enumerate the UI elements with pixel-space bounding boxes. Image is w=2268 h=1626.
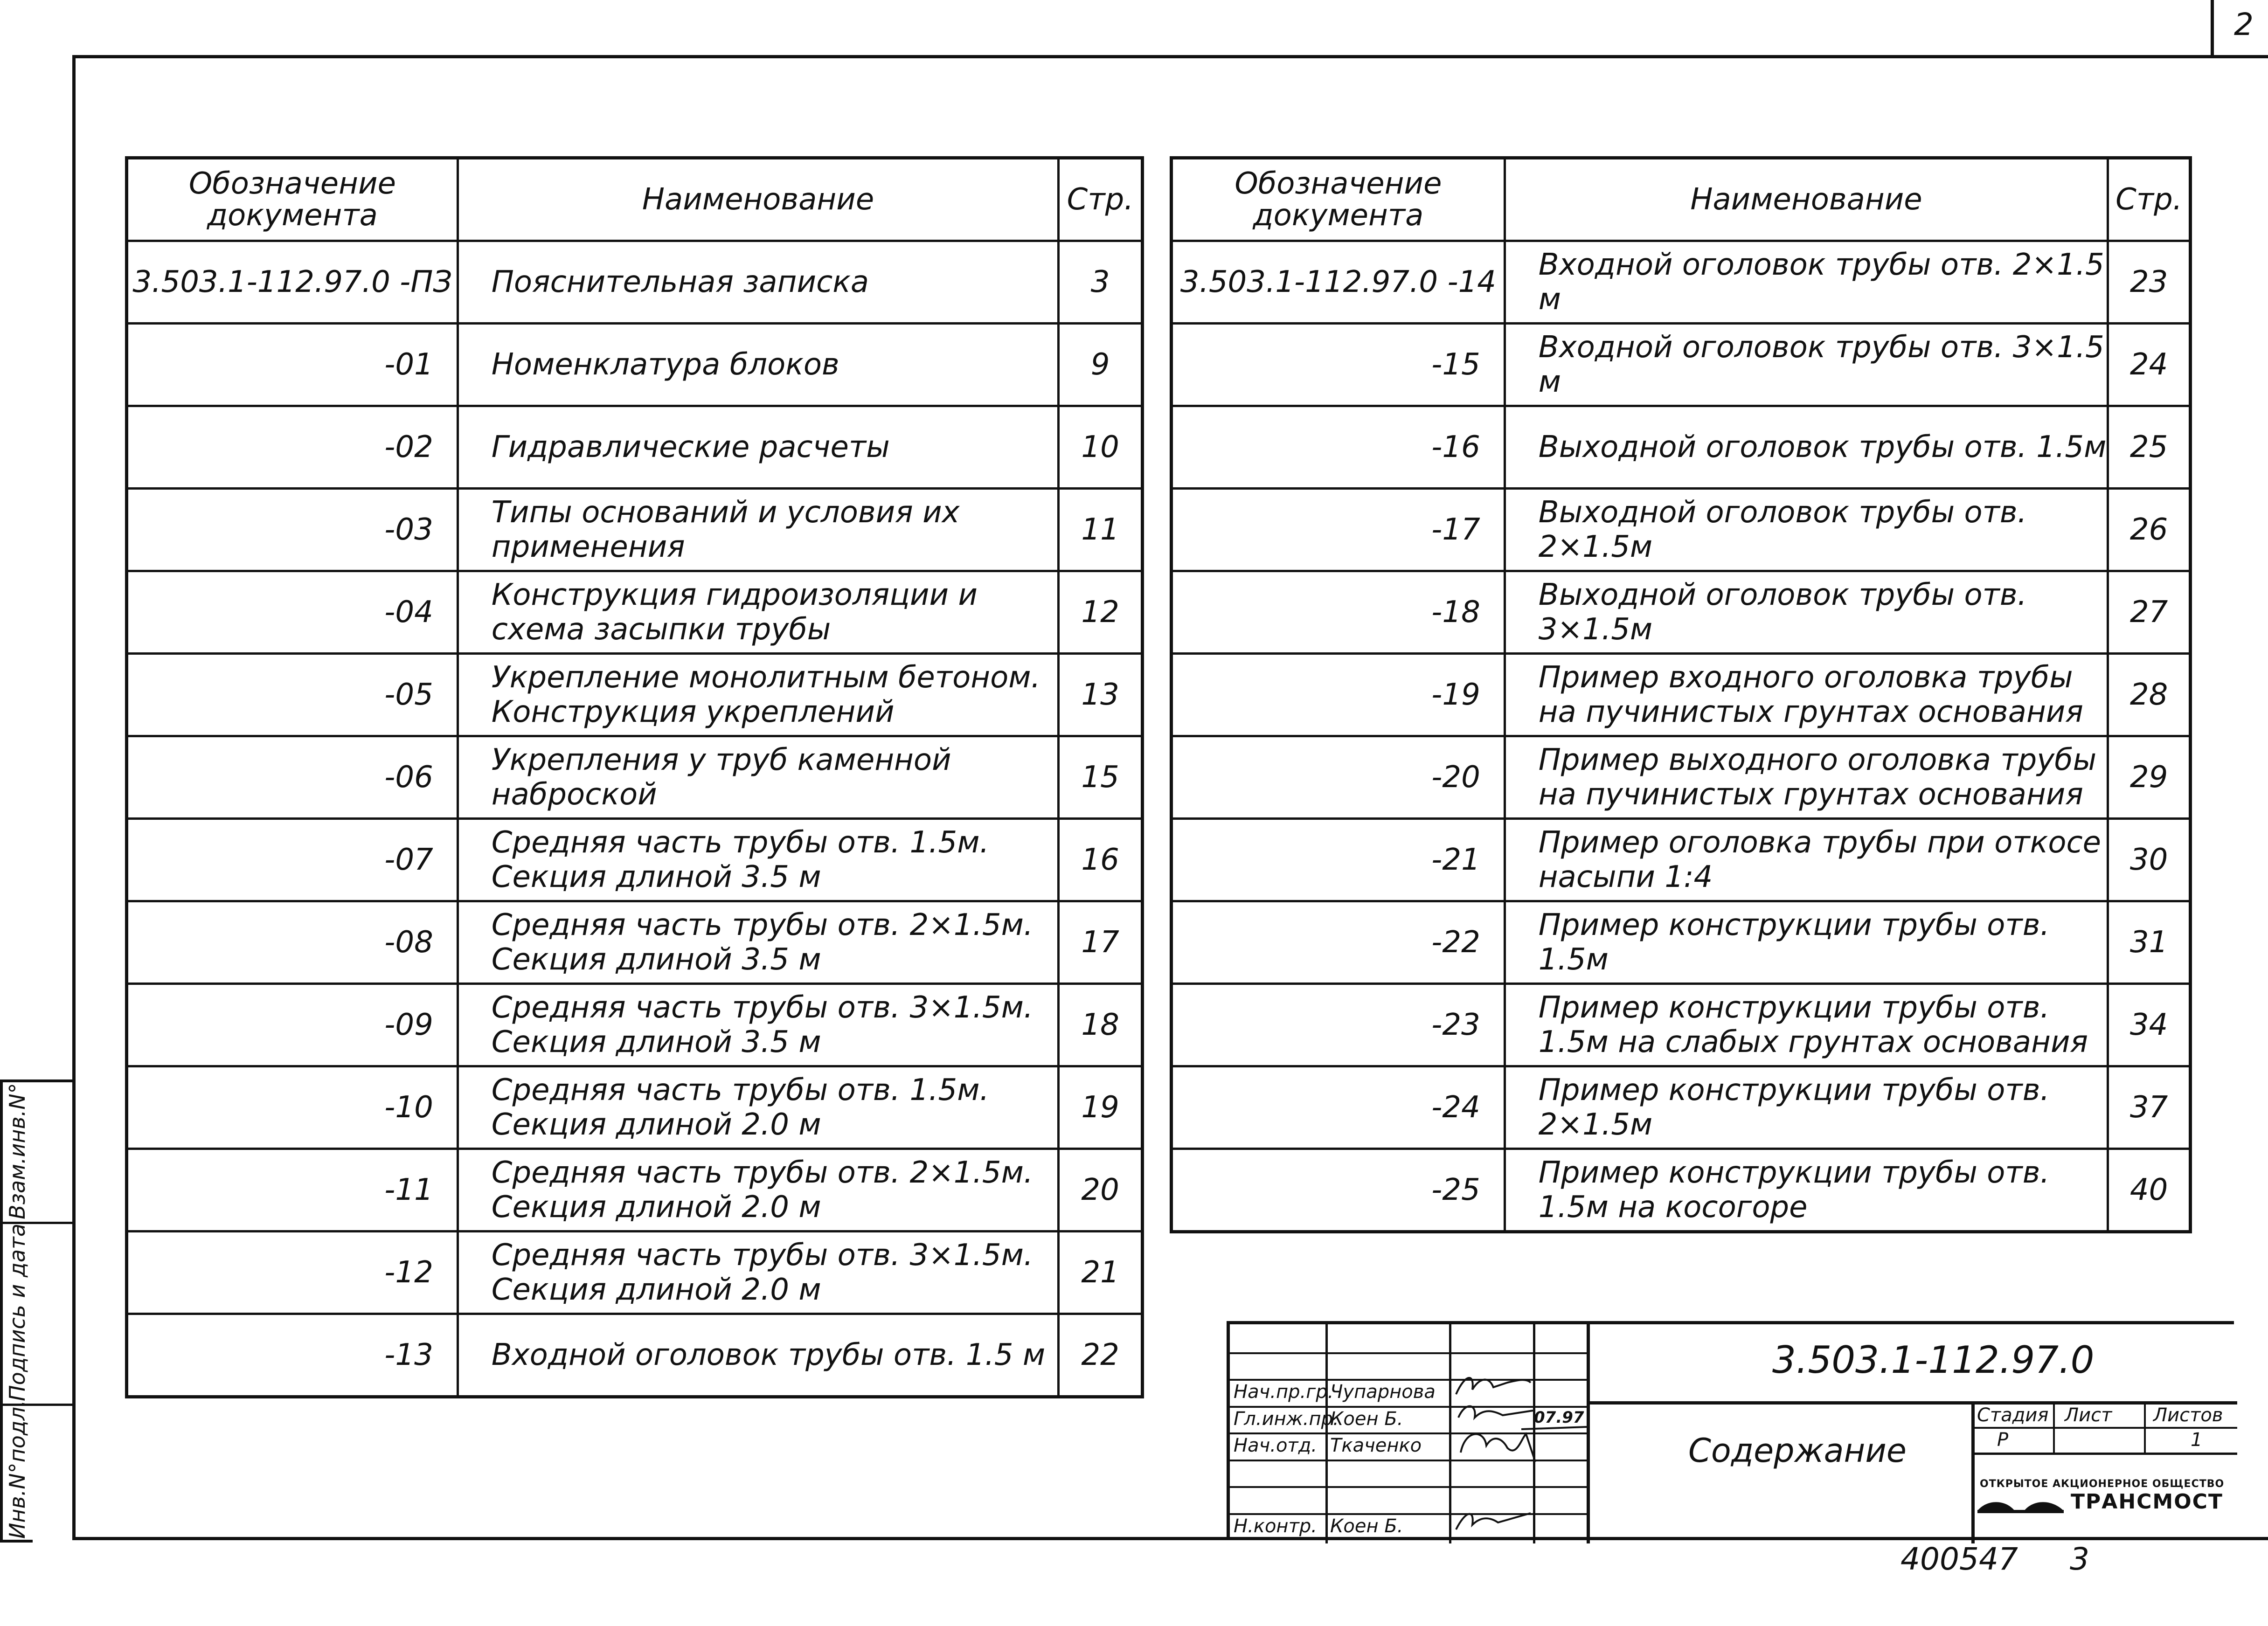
row-designation: -11	[127, 1149, 458, 1232]
sheet-number: 2	[2234, 7, 2254, 42]
row-designation: -24	[1172, 1066, 1505, 1149]
table-row	[127, 489, 1143, 571]
table-row	[1172, 819, 2191, 901]
row-designation: -15	[1172, 324, 1505, 406]
stamp-inv-no: Инв.N°подл.	[5, 1400, 30, 1539]
table-row	[127, 736, 1143, 819]
row-designation: -05	[127, 654, 458, 736]
row-designation: -06	[127, 736, 458, 819]
row-designation: -09	[127, 984, 458, 1066]
row-designation: -16	[1172, 406, 1505, 489]
row-name: Выходной оголовок трубы отв. 3×1.5м	[1505, 571, 2108, 654]
header-page: Стр.	[1059, 158, 1143, 241]
row-page: 20	[1059, 1149, 1143, 1232]
table-row	[127, 241, 1143, 324]
row-page: 29	[2108, 736, 2191, 819]
row-page: 40	[2108, 1149, 2191, 1232]
row-name: Средняя часть трубы отв. 3×1.5м. Секция длиной 3.5 м	[458, 984, 1058, 1066]
row-page: 21	[1059, 1232, 1143, 1314]
header-designation: Обозначение документа	[127, 158, 458, 241]
row-name: Пример конструкции трубы отв. 2×1.5м	[1505, 1066, 2108, 1149]
sheets-value: 1	[2191, 1429, 2203, 1451]
table-row	[127, 1314, 1143, 1397]
row-designation: -25	[1172, 1149, 1505, 1232]
row-name: Пример конструкции трубы отв. 1.5м на косогоре	[1505, 1149, 2108, 1232]
row-name: Средняя часть трубы отв. 2×1.5м. Секция длиной 2.0 м	[458, 1149, 1058, 1232]
header-page: Стр.	[2108, 158, 2191, 241]
row-page: 13	[1059, 654, 1143, 736]
contents-table-left	[125, 156, 1144, 1398]
row-name: Входной оголовок трубы отв. 1.5 м	[458, 1314, 1058, 1397]
signature-2	[1451, 1399, 1535, 1427]
row-page: 27	[2108, 571, 2191, 654]
row-designation: 3.503.1-112.97.0 -14	[1172, 241, 1505, 324]
row-designation: -19	[1172, 654, 1505, 736]
tb-line	[1230, 1352, 1587, 1354]
row-designation: -08	[127, 901, 458, 984]
row-name: Средняя часть трубы отв. 1.5м. Секция длиной 3.5 м	[458, 819, 1058, 901]
row-designation: -07	[127, 819, 458, 901]
table-row	[1172, 571, 2191, 654]
row-designation: -18	[1172, 571, 1505, 654]
role-2: Гл.инж.пр.	[1234, 1408, 1339, 1430]
row-designation: -12	[127, 1232, 458, 1314]
table-row	[1172, 1149, 2191, 1232]
table-row	[127, 984, 1143, 1066]
document-title: Содержание	[1688, 1432, 1907, 1470]
row-designation: 3.503.1-112.97.0 -ПЗ	[127, 241, 458, 324]
table-row	[1172, 406, 2191, 489]
row-name: Конструкция гидроизоляции и схема засыпки трубы	[458, 571, 1058, 654]
row-designation: -21	[1172, 819, 1505, 901]
row-name: Выходной оголовок трубы отв. 1.5м	[1505, 406, 2108, 489]
row-name: Пояснительная записка	[458, 241, 1058, 324]
table-row	[1172, 654, 2191, 736]
row-page: 26	[2108, 489, 2191, 571]
stamp-replace-inv: Взам.инв.N°	[5, 1083, 30, 1219]
tb-line	[1587, 1401, 2237, 1405]
table-row	[1172, 324, 2191, 406]
table-row	[127, 324, 1143, 406]
table-header-row	[127, 158, 1143, 241]
table-row	[127, 901, 1143, 984]
row-page: 15	[1059, 736, 1143, 819]
left-stamp	[0, 1079, 72, 1543]
row-name: Средняя часть трубы отв. 3×1.5м. Секция длиной 2.0 м	[458, 1232, 1058, 1314]
table-row	[127, 819, 1143, 901]
contents-table-right	[1170, 156, 2192, 1233]
stamp-sign-date: Подпись и дата	[5, 1223, 30, 1401]
table-row	[127, 406, 1143, 489]
row-designation: -02	[127, 406, 458, 489]
stage-value: Р	[1997, 1429, 2009, 1451]
row-designation: -23	[1172, 984, 1505, 1066]
inventory-stamp	[1900, 1541, 2089, 1577]
person-2: Коен Б.	[1330, 1408, 1403, 1430]
document-code: 3.503.1-112.97.0	[1772, 1338, 2095, 1382]
row-name: Пример входного оголовка трубы на пучинистых грунтах основания	[1505, 654, 2108, 736]
row-page: 22	[1059, 1314, 1143, 1397]
person-4: Коен Б.	[1330, 1515, 1403, 1537]
table-row	[1172, 736, 2191, 819]
row-name: Пример конструкции трубы отв. 1.5м	[1505, 901, 2108, 984]
row-page: 9	[1059, 324, 1143, 406]
table-row	[1172, 901, 2191, 984]
org-line-1: ОТКРЫТОЕ АКЦИОНЕРНОЕ ОБЩЕСТВО	[1980, 1478, 2225, 1490]
row-page: 16	[1059, 819, 1143, 901]
tb-line	[1971, 1401, 1975, 1543]
signature-3	[1451, 1425, 1587, 1471]
row-page: 18	[1059, 984, 1143, 1066]
row-page: 31	[2108, 901, 2191, 984]
table-row	[1172, 489, 2191, 571]
row-name: Пример конструкции трубы отв. 1.5м на слабых грунтах основания	[1505, 984, 2108, 1066]
header-name: Наименование	[1505, 158, 2108, 241]
role-3: Нач.отд.	[1234, 1435, 1318, 1456]
row-page: 3	[1059, 241, 1143, 324]
row-designation: -03	[127, 489, 458, 571]
row-name: Укрепление монолитным бетоном. Конструкция укреплений	[458, 654, 1058, 736]
row-name: Укрепления у труб каменной наброской	[458, 736, 1058, 819]
row-page: 34	[2108, 984, 2191, 1066]
role-1: Нач.пр.гр.	[1234, 1381, 1334, 1403]
row-page: 24	[2108, 324, 2191, 406]
header-designation: Обозначение документа	[1172, 158, 1505, 241]
row-designation: -20	[1172, 736, 1505, 819]
signature-4	[1451, 1501, 1535, 1539]
row-designation: -17	[1172, 489, 1505, 571]
row-name: Гидравлические расчеты	[458, 406, 1058, 489]
table-row	[1172, 984, 2191, 1066]
row-page: 19	[1059, 1066, 1143, 1149]
table-row	[127, 1149, 1143, 1232]
sheet-number-divider	[2211, 0, 2214, 55]
row-page: 10	[1059, 406, 1143, 489]
row-page: 30	[2108, 819, 2191, 901]
row-designation: -13	[127, 1314, 458, 1397]
tb-line	[1971, 1453, 2237, 1455]
table-row	[127, 654, 1143, 736]
row-name: Пример оголовка трубы при откосе насыпи 1:4	[1505, 819, 2108, 901]
table-row	[127, 1232, 1143, 1314]
sign-date: 07.97	[1534, 1408, 1584, 1427]
row-name: Входной оголовок трубы отв. 3×1.5 м	[1505, 324, 2108, 406]
row-name: Выходной оголовок трубы отв. 2×1.5м	[1505, 489, 2108, 571]
row-name: Средняя часть трубы отв. 1.5м. Секция длиной 2.0 м	[458, 1066, 1058, 1149]
row-page: 17	[1059, 901, 1143, 984]
person-3: Ткаченко	[1330, 1435, 1422, 1456]
table-row	[127, 571, 1143, 654]
row-page: 11	[1059, 489, 1143, 571]
row-designation: -10	[127, 1066, 458, 1149]
person-1: Чупарнова	[1330, 1381, 1436, 1403]
page-footer-number: 3	[2069, 1541, 2089, 1577]
table-row	[1172, 1066, 2191, 1149]
tb-line	[1230, 1486, 1587, 1488]
row-designation: -22	[1172, 901, 1505, 984]
tb-line	[1587, 1324, 1590, 1543]
row-name: Номенклатура блоков	[458, 324, 1058, 406]
inventory-number: 400547	[1900, 1541, 2018, 1577]
transmost-logo-icon	[1977, 1497, 2064, 1513]
table-header-row	[1172, 158, 2191, 241]
org-line-2: ТРАНСМОСТ	[2071, 1490, 2223, 1514]
row-page: 12	[1059, 571, 1143, 654]
role-4: Н.контр.	[1234, 1515, 1317, 1537]
sheets-label: Листов	[2153, 1405, 2223, 1426]
row-page: 28	[2108, 654, 2191, 736]
row-name: Средняя часть трубы отв. 2×1.5м. Секция длиной 3.5 м	[458, 901, 1058, 984]
stage-label: Стадия	[1977, 1405, 2049, 1426]
row-name: Типы оснований и условия их применения	[458, 489, 1058, 571]
row-designation: -01	[127, 324, 458, 406]
row-page: 25	[2108, 406, 2191, 489]
row-page: 37	[2108, 1066, 2191, 1149]
row-designation: -04	[127, 571, 458, 654]
row-page: 23	[2108, 241, 2191, 324]
table-row	[1172, 241, 2191, 324]
row-name: Пример выходного оголовка трубы на пучинистых грунтах основания	[1505, 736, 2108, 819]
table-row	[127, 1066, 1143, 1149]
sheet-label: Лист	[2065, 1405, 2112, 1426]
header-name: Наименование	[458, 158, 1058, 241]
row-name: Входной оголовок трубы отв. 2×1.5 м	[1505, 241, 2108, 324]
tb-line	[1971, 1427, 2237, 1429]
